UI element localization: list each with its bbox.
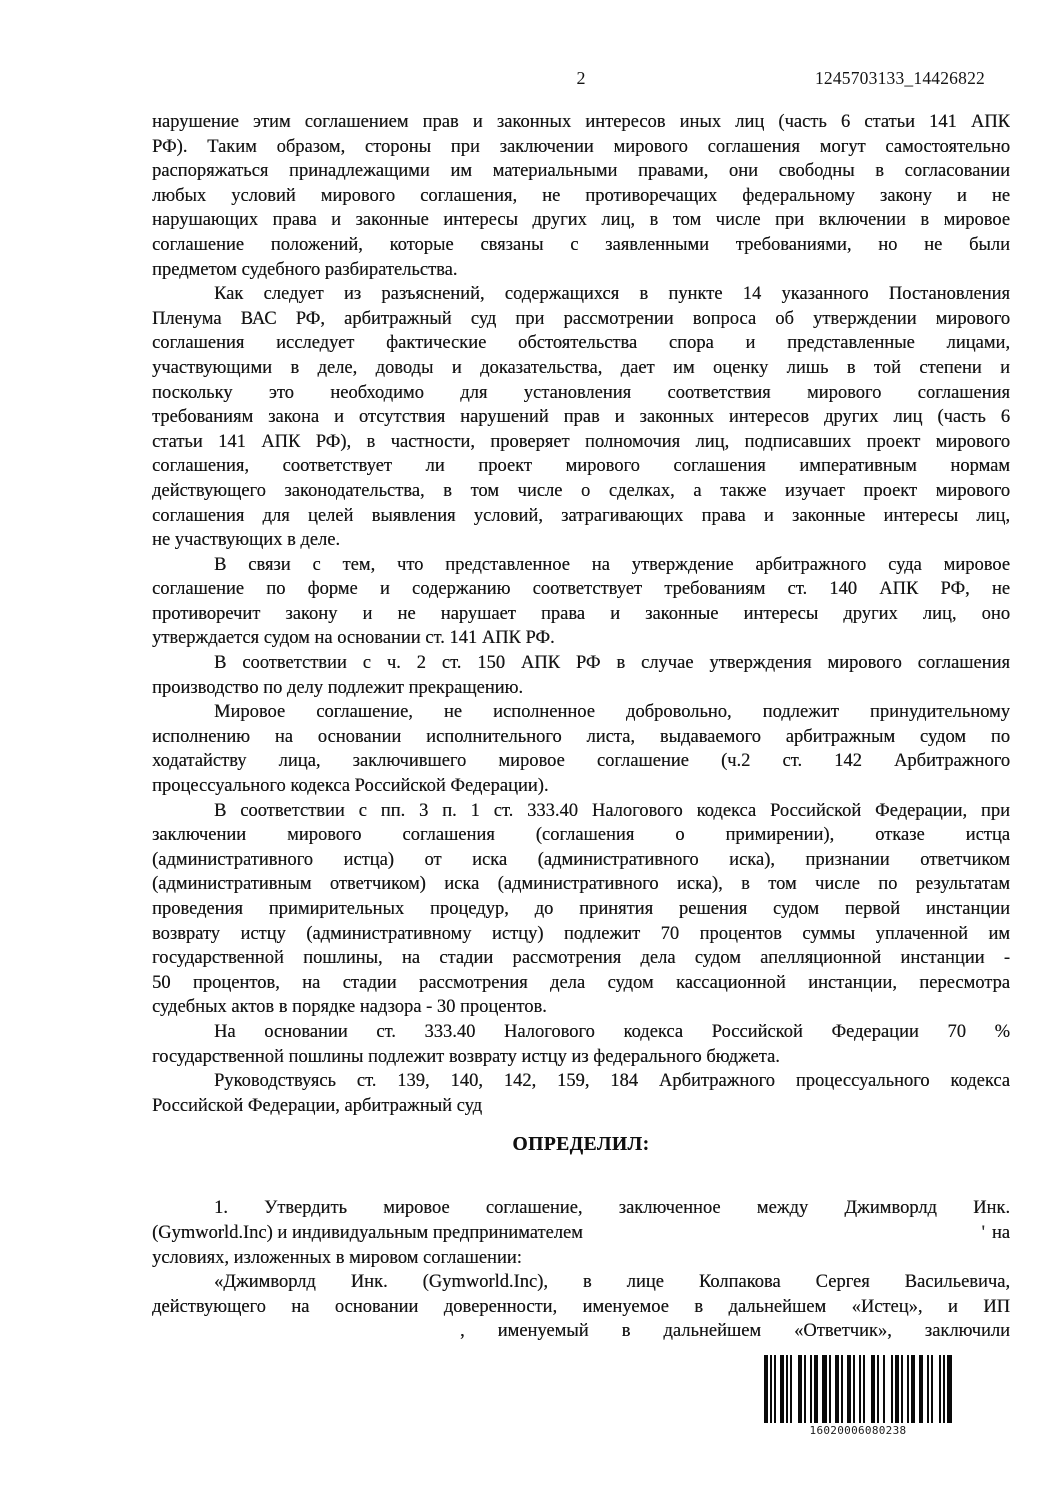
text-line: РФ). Таким образом, стороны при заключении мирового соглашения могут самостоятельно <box>152 136 1010 157</box>
text-line: (административного истца) от иска (административного иска), признании ответчиком <box>152 849 1010 870</box>
barcode <box>764 1355 952 1437</box>
text-line: действующего на основании доверенности, именуемое в дальнейшем «Истец», и ИП <box>152 1296 1010 1317</box>
text-line: нарушающих права и законные интересы других лиц, в том числе при включении в мировое <box>152 210 1010 231</box>
text-line: поскольку это необходимо для установления соответствия мирового соглашения <box>152 382 1010 403</box>
paragraph <box>152 1020 1010 1069</box>
text-line: судебных актов в порядке надзора - 30 процентов. <box>152 997 547 1018</box>
text-line: предметом судебного разбирательства. <box>152 259 458 280</box>
text-line: требованиям закона и отсутствия нарушений прав и законных интересов других лиц (часть 6 <box>152 407 1010 428</box>
text-line: распоряжаться принадлежащими им материальными правами, они свободны в согласовании <box>152 161 1010 182</box>
text-line: «Джимворлд Инк. (Gymworld.Inc), в лице Колпакова Сергея Васильевича, <box>214 1272 1010 1293</box>
text-line: На основании ст. 333.40 Налогового кодекса Российской Федерации 70 % <box>214 1021 1010 1042</box>
text-line: соглашение по форме и содержанию соответствует требованиям ст. 140 АПК РФ, не <box>152 579 1010 600</box>
document-id: 1245703133_14426822 <box>814 68 985 88</box>
text-line: действующего законодательства, в том числе о сделках, а также изучает проект мирового <box>152 480 1010 501</box>
redacted-gap <box>152 1319 460 1344</box>
paragraph <box>152 700 1010 798</box>
text-line: государственной пошлины подлежит возврату истцу из федерального бюджета. <box>152 1046 780 1067</box>
text-line: утверждается судом на основании ст. 141 АПК РФ. <box>152 628 555 649</box>
text-line: ходатайству лица, заключившего мировое соглашение (ч.2 ст. 142 Арбитражного <box>152 751 1010 772</box>
paragraph <box>152 1069 1010 1118</box>
text-line: любых условий мирового соглашения, не противоречащих федеральному закону и не <box>152 185 1010 206</box>
text-line: В соответствии с пп. 3 п. 1 ст. 333.40 Налогового кодекса Российской Федерации, при <box>214 800 1010 821</box>
text-line: проведения примирительных процедур, до принятия решения судом первой инстанции <box>152 899 1010 919</box>
text-line: Российской Федерации, арбитражный суд <box>152 1095 483 1116</box>
paragraph <box>152 651 1010 700</box>
barcode-number: 16020006080238 <box>809 1424 907 1437</box>
text-line: Мировое соглашение, не исполненное добровольно, подлежит принудительному <box>214 702 1010 723</box>
text-line: (административным ответчиком) иска (административного иска), в том числе по результатам <box>152 874 1010 895</box>
text-line: В связи с тем, что представленное на утверждение арбитражного суда мировое <box>214 554 1010 575</box>
text-line: участвующими в деле, доводы и доказательства, дает им оценку лишь в той степени и <box>152 357 1010 378</box>
text-line: Как следует из разъяснений, содержащихся в пункте 14 указанного Постановления <box>214 284 1010 305</box>
paragraph <box>152 282 1010 553</box>
text-line: условиях, изложенных в мировом соглашении: <box>152 1247 522 1268</box>
text-line: 50 процентов, на стадии рассмотрения дела судом кассационной инстанции, пересмотра <box>152 972 1010 993</box>
text-line: 1. Утвердить мировое соглашение, заключенное между Джимворлд Инк. <box>214 1198 1010 1219</box>
redacted-gap <box>583 1221 982 1246</box>
page-number: 2 <box>576 68 586 88</box>
barcode-bar <box>947 1355 951 1423</box>
text-line: соглашение положений, которые связаны с заявленными требованиями, но не были <box>152 234 1010 255</box>
text-segment: , именуемый в дальнейшем «Ответчик», заключили <box>460 1321 1010 1342</box>
paragraph <box>152 1196 1010 1270</box>
ruling-paragraphs <box>152 1196 1010 1344</box>
paragraph <box>152 1270 1010 1344</box>
redaction-artifact: ' <box>981 1222 985 1243</box>
text-line <box>152 1221 1010 1246</box>
text-line: соглашения, соответствует ли проект мирового соглашения императивным нормам <box>152 456 1010 477</box>
text-line: Пленума ВАС РФ, арбитражный суд при рассмотрении вопроса об утверждении мирового <box>152 308 1010 329</box>
ruling-heading: ОПРЕДЕЛИЛ: <box>512 1134 650 1156</box>
paragraph <box>152 110 1010 282</box>
document-body <box>152 110 1010 1344</box>
text-line: соглашения исследует фактические обстоятельства спора и представленные лицами, <box>152 333 1010 354</box>
text-line: соглашения для целей выявления условий, затрагивающих права и законные интересы лиц, <box>152 505 1010 526</box>
text-line: государственной пошлины, на стадии рассмотрения дела судом апелляционной инстанции - <box>152 948 1010 969</box>
text-segment: (Gymworld.Inc) и индивидуальным предпринимателем <box>152 1222 583 1243</box>
text-line: исполнению на основании исполнительного листа, выдаваемого арбитражным судом по <box>152 726 1010 747</box>
barcode-bars <box>764 1355 952 1423</box>
text-line: нарушение этим соглашением прав и законных интересов иных лиц (часть 6 статьи 141 АПК <box>152 112 1010 132</box>
text-line: возврату истцу (административному истцу) подлежит 70 процентов суммы уплаченной им <box>152 923 1010 944</box>
body-paragraphs <box>152 110 1010 1118</box>
text-line: производство по делу подлежит прекращению. <box>152 677 524 698</box>
text-line: заключении мирового соглашения (соглашения о примирении), отказе истца <box>152 825 1010 846</box>
text-line <box>152 1319 1010 1344</box>
text-line: В соответствии с ч. 2 ст. 150 АПК РФ в случае утверждения мирового соглашения <box>214 653 1010 674</box>
text-line: процессуального кодекса Российской Федерации). <box>152 776 549 797</box>
paragraph <box>152 553 1010 651</box>
paragraph <box>152 799 1010 1020</box>
text-line: Руководствуясь ст. 139, 140, 142, 159, 184 Арбитражного процессуального кодекса <box>214 1071 1010 1092</box>
text-line: не участвующих в деле. <box>152 530 341 551</box>
text-line: статьи 141 АПК РФ), в частности, проверяет полномочия лиц, подписавших проект мирового <box>152 431 1010 452</box>
text-segment: ' на <box>981 1222 1010 1243</box>
text-line: противоречит закону и не нарушает права и законные интересы других лиц, оно <box>152 603 1010 624</box>
page-header <box>152 64 1010 92</box>
